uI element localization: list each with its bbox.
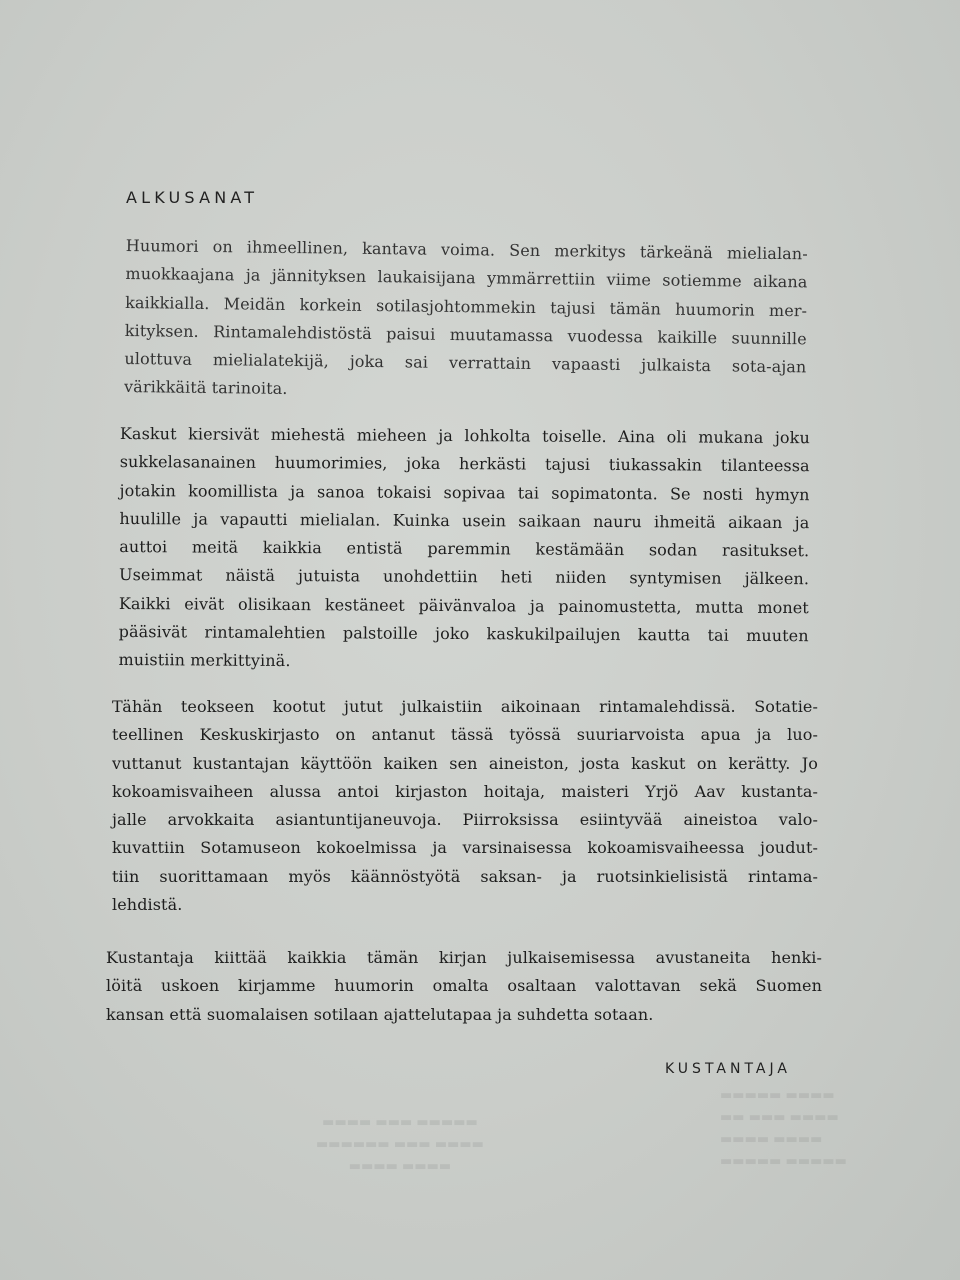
paragraph-1 <box>124 232 808 410</box>
text-line: jotakin koomillista ja sanoa tokaisi sopivaa tai sopimatonta. Se nosti hymyn <box>119 480 810 504</box>
text-line: kansan että suomalaisen sotilaan ajattelutapaa ja suhdetta sotaan. <box>106 1004 654 1024</box>
text-line: sukkelasanainen huumorimies, joka herkästi tajusi tiukassakin tilanteessa <box>119 452 810 476</box>
signature: KUSTANTAJA <box>665 1061 791 1077</box>
text-line: Useimmat näistä jutuista unohdettiin heti niiden syntymisen jälkeen. <box>118 565 810 589</box>
text-line: Kustantaja kiittää kaikkia tämän kirjan julkaisemisessa avustaneita henki- <box>106 948 822 967</box>
text-line: kaikkialla. Meidän korkein sotilasjohtommekin tajusi tämän huumorin mer- <box>125 292 808 320</box>
page-title: ALKUSANAT <box>126 188 259 207</box>
show-through-decoration: ▬▬▬▬ ▬▬▬ ▬▬▬▬▬ ▬▬▬▬▬▬ ▬▬▬ ▬▬▬▬ ▬▬▬▬ ▬▬▬▬ <box>316 1115 484 1174</box>
text-line: lehdistä. <box>112 895 183 915</box>
text-line: muokkaajana ja jännityksen laukaisijana ymmärrettiin viime sotiemme aikana <box>125 264 808 292</box>
text-line: Kaskut kiersivät miehestä mieheen ja lohkolta toiselle. Aina oli mukana joku <box>119 423 810 448</box>
text-line: muistiin merkittyinä. <box>118 650 291 671</box>
text-line: teellinen Keskuskirjasto on antanut tässä työssä suuriarvoista apua ja luo- <box>112 725 818 745</box>
paragraph-2 <box>118 420 810 679</box>
text-line: löitä uskoen kirjamme huumorin omalta osaltaan valottavan sekä Suomen <box>106 976 822 996</box>
text-line: auttoi meitä kaikkia entistä paremmin kestämään sodan rasitukset. <box>119 537 810 561</box>
text-line: kityksen. Rintamalehdistöstä paisui muutamassa vuodessa kaikille suunnille <box>124 320 807 349</box>
text-line: tiin suorittamaan myös käännöstyötä saksan- ja ruotsinkielisistä rintama- <box>112 866 818 886</box>
text-line: jalle arvokkaita asiantuntijaneuvoja. Piirroksissa esiintyvää aineistoa valo- <box>112 810 818 830</box>
paragraph-4 <box>106 944 822 1029</box>
text-line: vuttanut kustantajan käyttöön kaiken sen aineiston, josta kaskut on kerätty. Jo <box>112 753 818 773</box>
text-line: huulille ja vapautti mielialan. Kuinka usein saikaan nauru ihmeitä aikaan ja <box>119 508 810 533</box>
text-line: kuvattiin Sotamuseon kokoelmissa ja varsinaisessa kokoamisvaiheessa joudut- <box>112 838 818 858</box>
text-line: Kaikki eivät olisikaan kestäneet päivänvaloa ja painomustetta, mutta monet <box>118 593 809 617</box>
paragraph-3 <box>112 693 818 919</box>
text-line: Tähän teokseen kootut jutut julkaistiin aikoinaan rintamalehdissä. Sotatie- <box>112 697 818 716</box>
text-line: värikkäitä tarinoita. <box>123 377 288 399</box>
text-line: kokoamisvaiheen alussa antoi kirjaston hoitaja, maisteri Yrjö Aav kustanta- <box>112 781 818 801</box>
text-line: Huumori on ihmeellinen, kantava voima. Sen merkitys tärkeänä mielialan- <box>125 235 808 264</box>
show-through-decoration: ▬▬▬▬▬ ▬▬▬▬ ▬▬ ▬▬▬ ▬▬▬▬ ▬▬▬▬ ▬▬▬▬ ▬▬▬▬▬ ▬▬▬▬▬ <box>720 1088 847 1169</box>
text-line: pääsivät rintamalehtien palstoille joko kaskukilpailujen kautta tai muuten <box>118 622 809 646</box>
text-line: ulottuva mielialatekijä, joka sai verrattain vapaasti julkaista sota-ajan <box>124 349 807 377</box>
